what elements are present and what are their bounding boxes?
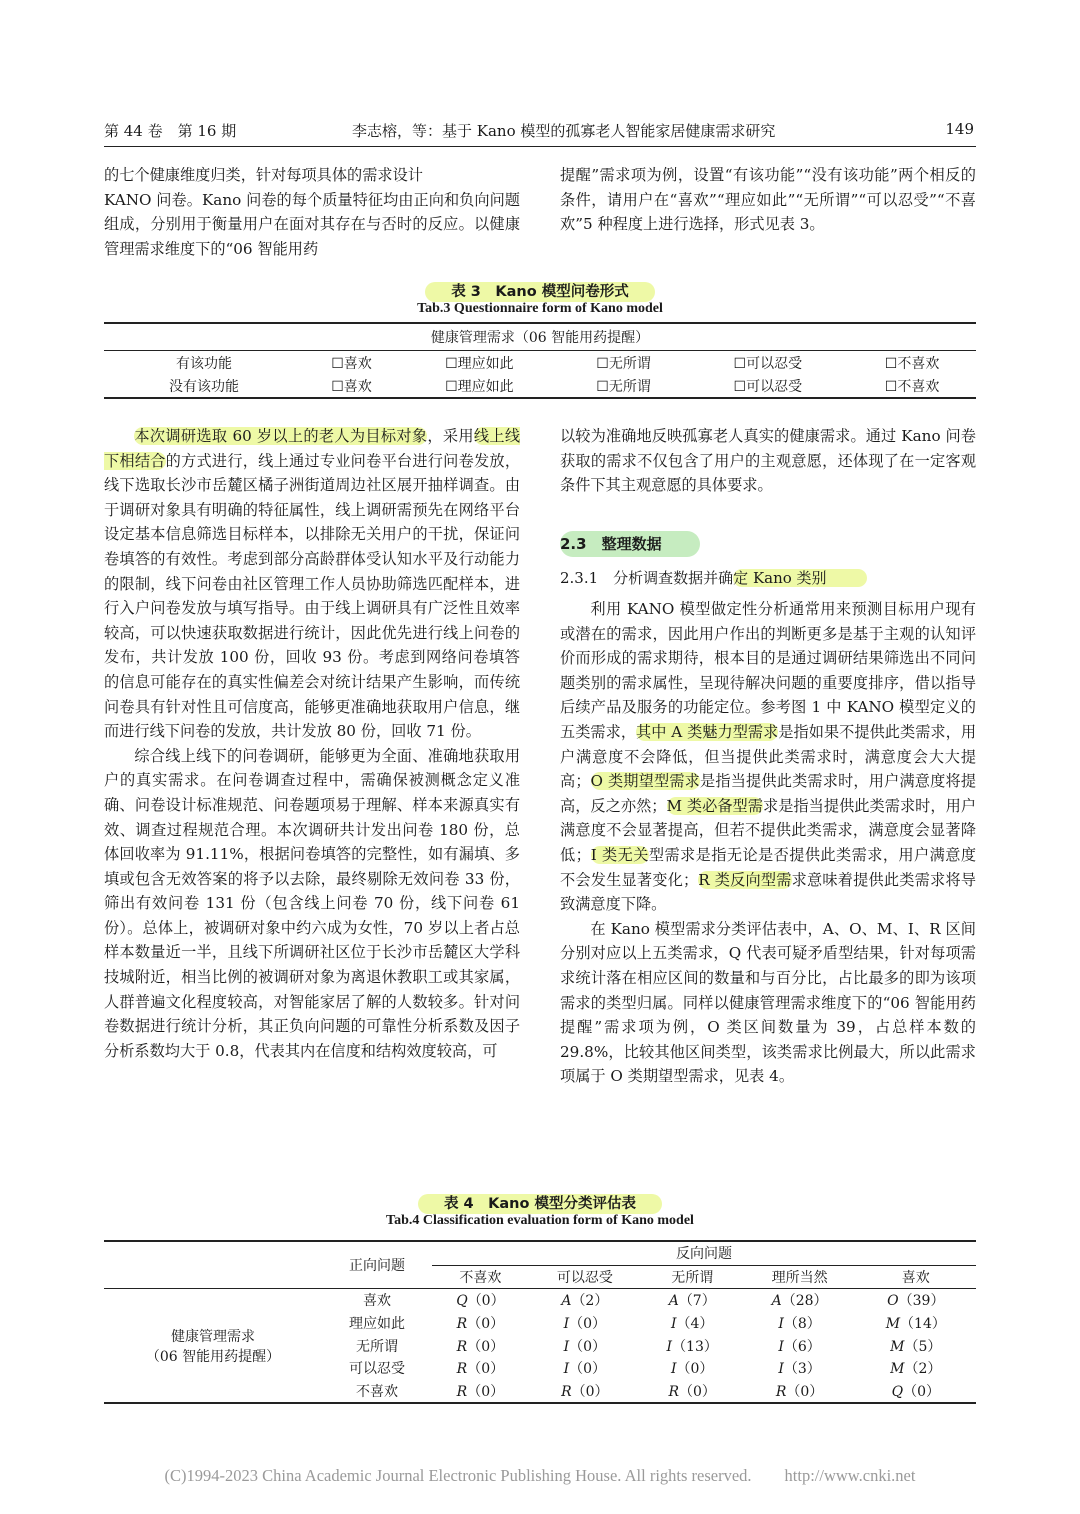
table4-cell: R（0） [561, 1383, 609, 1400]
table4-col-header: 不喜欢 [432, 1265, 529, 1289]
table4-cell: I（0） [670, 1361, 714, 1378]
table4-cell: Q（0） [891, 1383, 940, 1400]
subsection-heading: 2.3.1 分析调查数据并确定 Kano 类别 [560, 566, 910, 590]
table4-cell: I（3） [778, 1361, 821, 1378]
table4-row-label: 理应如此 [349, 1316, 405, 1333]
table4 [104, 1240, 976, 1404]
table3-option: ☐不喜欢 [884, 355, 940, 372]
table-row [104, 351, 976, 375]
table3-option: ☐喜欢 [331, 378, 372, 395]
top-right-text [560, 163, 976, 237]
table4-cell: I（0） [563, 1338, 607, 1355]
table4-cell: O（39） [856, 1289, 976, 1312]
table4-cell: R（0） [456, 1383, 505, 1400]
header-volume: 第 44 卷 第 16 期 [104, 122, 237, 140]
left-paragraph-1: 本次调研选取 60 岁以上的老人为目标对象，采用线上线下相结合的方式进行，线上通过专业问卷平台进行问卷发放，线下选取长沙市岳麓区橘子洲街道周边社区展开抽样调查。由于调研对象具有明确的特征属性，线上调研需预先在网络平台设定基本信息筛选目标样本，以排除无关用户的干扰，保证问卷填答的有效性。考虑到部分高龄群体受认知水平及行动能力的限制，线下问卷由社区管理工作人员协助筛选匹配样本，进行入户问卷发放与填写指导。由于线上调研具有广泛性且效率较高，可以快速获取数据进行统计，因此优先进行线上问卷的发布，共计发放 100 份，回收 93 份。考虑到网络问卷填答的信息可能存在的真实性偏差会对统计结果产生影响，而传统问卷具有针对性且可信度高，能够更准确地获取用户信息，继而进行线下问卷的发放，共计发放 80 份，回收 71 份。 [104, 427, 521, 741]
top-right-paragraph: 提醒”需求项为例，设置“有该功能”“没有该功能”两个相反的条件，请用户在“喜欢”“理应如此”“无所谓”“可以忍受”“不喜欢”5 种程度上进行选择，形式见表 3。 [560, 166, 976, 234]
highlight-a-type: 其中 A 类魅力型需求 [636, 722, 779, 741]
table3-option: ☐无所谓 [596, 378, 651, 395]
table4-cell: A（28） [744, 1289, 856, 1312]
table4-row-label: 不喜欢 [356, 1383, 398, 1400]
table4-cell: I（13） [666, 1338, 718, 1355]
table3-caption-en: Tab.3 Questionnaire form of Kano model [417, 301, 663, 316]
table4-cell: R（0） [668, 1383, 716, 1400]
table4-negative-header: 反向问题 [432, 1241, 976, 1265]
table4-cell: I（0） [563, 1316, 607, 1333]
table3-row-label: 有该功能 [176, 355, 232, 372]
table4-col-header: 喜欢 [856, 1265, 976, 1289]
right-paragraph-1: 利用 KANO 模型做定性分析通常用来预测目标用户现有或潜在的需求，因此用户作出的判断更多是基于主观的认知评价而形成的需求期待，根本目的是通过调研结果筛选出不同问题类别的需求属性，呈现待解决问题的重要度排序，借以指导后续产品及服务的功能定位。参考图 1 中 KANO 模型定义的五类需求，其中 A 类魅力型需求是指如果不提供此类需求，用户满意度不会降低，但当提供此类需求时，满意度会大大提高；O 类期望型需求是指当提供此类需求时，用户满意度将提高，反之亦然；M 类必备型需求是指当提供此类需求时，用户满意度不会显著提高，但若不提供此类需求，满意度会显著降低；I 类无关型需求是指无论是否提供此类需求，用户满意度不会发生显著变化；R 类反向型需求意味着提供此类需求将导致满意度下降。 [560, 600, 977, 914]
table4-col-header: 无所谓 [641, 1265, 744, 1289]
table4-cell: Q（0） [432, 1289, 529, 1312]
right-column-body [560, 597, 976, 1089]
table-row [104, 374, 976, 398]
table3-option: ☐不喜欢 [884, 378, 940, 395]
table3-option: ☐理应如此 [445, 355, 514, 372]
table4-row-label: 无所谓 [356, 1338, 398, 1355]
table4-cell: R（0） [456, 1338, 505, 1355]
table4-cell: M（5） [890, 1338, 942, 1355]
table4-row-group: 健康管理需求 （06 智能用药提醒） [104, 1289, 322, 1403]
table4-positive-header: 正向问题 [349, 1258, 405, 1275]
highlight-r-type: R 类反向型需 [698, 870, 792, 889]
table4-row-label: 喜欢 [322, 1289, 432, 1312]
table3-option: ☐理应如此 [445, 378, 514, 395]
table4-cell: R（0） [456, 1361, 505, 1378]
table4-cell: I（6） [778, 1338, 821, 1355]
running-header [104, 118, 976, 147]
right-paragraph-0: 以较为准确地反映孤寡老人真实的健康需求。通过 Kano 问卷获取的需求不仅包含了用户的主观意愿，还体现了在一定客观条件下其主观意愿的具体要求。 [560, 427, 976, 495]
table3-header: 健康管理需求（06 智能用药提醒） [104, 323, 976, 351]
table4-col-header: 可以忍受 [529, 1265, 641, 1289]
section-heading: 2.3 整理数据 [560, 531, 700, 557]
table3 [104, 322, 976, 399]
highlight-o-type: O 类期望型需求 [590, 772, 701, 791]
header-title: 李志榕，等：基于 Kano 模型的孤寡老人智能家居健康需求研究 [352, 122, 776, 140]
table4-caption-cn: 表 4 Kano 模型分类评估表 [0, 1192, 1080, 1213]
highlight-online-offline: 线上线下相结合 [104, 427, 521, 470]
table3-row-label: 没有该功能 [169, 378, 239, 395]
highlight-target-object: 本次调研选取 60 岁以上的老人为目标对象 [134, 427, 428, 445]
highlight-m-type: M 类必备型需 [666, 796, 763, 815]
table4-cell: I（0） [563, 1361, 607, 1378]
table-row [104, 1289, 976, 1312]
top-left-line-1: 的七个健康维度归类，针对每项具体的需求设计 [104, 166, 423, 184]
table3-option: ☐喜欢 [331, 355, 372, 372]
table3-option: ☐可以忍受 [733, 355, 803, 372]
table4-col-header: 理所当然 [744, 1265, 856, 1289]
table4-cell: R（0） [775, 1383, 824, 1400]
table4-cell: I（8） [778, 1316, 821, 1333]
table4-cell: I（4） [670, 1316, 714, 1333]
table4-cell: A（7） [641, 1289, 744, 1312]
header-page-number: 149 [945, 120, 974, 138]
left-column [104, 424, 520, 1063]
table4-caption-en: Tab.4 Classification evaluation form of Kano model [386, 1213, 694, 1228]
table3-option: ☐可以忍受 [733, 378, 803, 395]
top-left-line-2: KANO 问卷。Kano 问卷的每个质量特征均由正向和负向问题组成，分别用于衡量用户在面对其存在与否时的反应。以健康管理需求维度下的“06 智能用药 [104, 190, 520, 258]
table4-cell: R（0） [456, 1316, 505, 1333]
table4-cell: M（14） [885, 1316, 946, 1333]
copyright-footer: (C)1994-2023 China Academic Journal Electronic Publishing House. All rights reserved. http://www.cnki.net [164, 1466, 916, 1485]
right-column-top [560, 424, 976, 498]
table3-option: ☐无所谓 [596, 355, 651, 372]
table4-cell: M（2） [890, 1361, 942, 1378]
highlight-i-type: I 类无关 [590, 845, 649, 864]
table3-caption-cn: 表 3 Kano 模型问卷形式 [0, 280, 1080, 301]
table4-row-label: 可以忍受 [349, 1361, 405, 1378]
table4-cell: A（2） [529, 1289, 641, 1312]
top-left-text [104, 163, 520, 261]
left-paragraph-2: 综合线上线下的问卷调研，能够更为全面、准确地获取用户的真实需求。在问卷调查过程中，需确保被测概念定义准确、问卷设计标准规范、问卷题项易于理解、样本来源真实有效、调查过程规范合理。本次调研共计发出问卷 180 份，总体回收率为 91.11%，根据问卷填答的完整性，如有漏填、多填或包含无效答案的将予以去除，最终剔除无效问卷 33 份，筛出有效问卷 131 份（包含线上问卷 70 份，线下问卷 61 份）。总体上，被调研对象中约六成为女性，70 岁以上者占总样本数量近一半，且线下所调研社区位于长沙市岳麓区大学科技城附近，相当比例的被调研对象为离退休教职工或其家属，人群普遍文化程度较高，对智能家居了解的人数较多。针对问卷数据进行统计分析，其正负向问题的可靠性分析系数及因子分析系数均大于 0.8，代表其内在信度和结构效度较高，可 [104, 746, 520, 1060]
right-paragraph-2: 在 Kano 模型需求分类评估表中，A、O、M、I、R 区间分别对应以上五类需求，Q 代表可疑矛盾型结果，针对每项需求统计落在相应区间的数量和与百分比，占比最多的即为该项需求的类型归属。同样以健康管理需求维度下的“06 智能用药提醒”需求项为例，O 类区间数量为 39，占总样本数的 29.8%，比较其他区间类型，该类需求比例最大，所以此需求项属于 O 类期望型需求，见表 4。 [560, 919, 976, 1086]
